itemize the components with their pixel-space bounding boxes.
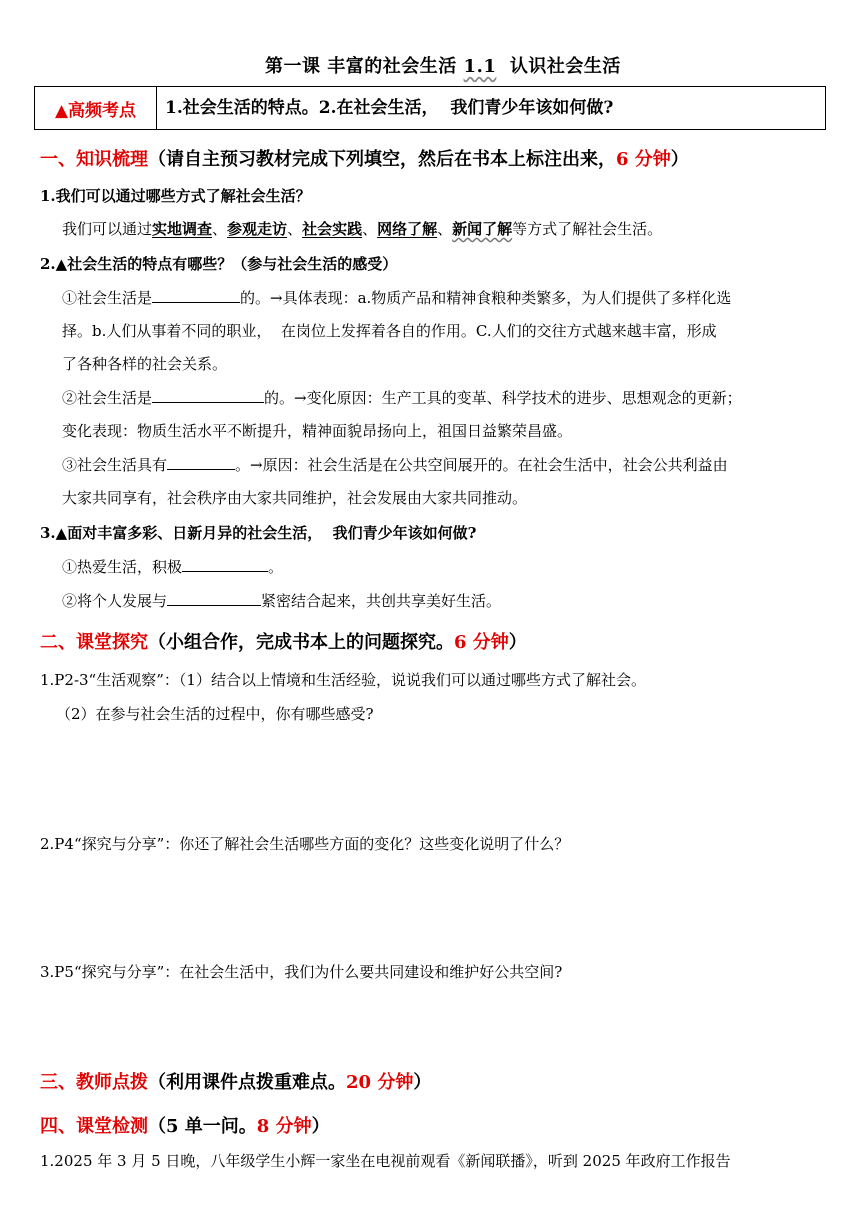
answer-1: 我们可以通过实地调查、参观走访、社会实践、网络了解、新闻了解等方式了解社会生活。 <box>62 220 663 238</box>
explore-1-sub: （2）在参与社会生活的过程中，你有哪些感受? <box>56 705 374 723</box>
explore-3: 3.P5“探究与分享”：在社会生活中，我们为什么要共同建设和维护好公共空间? <box>40 963 563 981</box>
key-points-label: ▲高频考点 <box>35 87 157 129</box>
q2-line-7: 大家共同享有，社会秩序由大家共同维护，社会发展由大家共同推动。 <box>62 489 528 507</box>
q2-line-2: 择。b.人们从事着不同的职业， 在岗位上发挥着各自的作用。C.人们的交往方式越来越丰富，形成 <box>62 322 717 340</box>
fill-blank[interactable] <box>167 591 261 606</box>
section-4-heading: 四、课堂检测（5 单一问。8 分钟） <box>40 1116 330 1137</box>
question-1: 1.我们可以通过哪些方式了解社会生活？ <box>40 187 311 205</box>
q2-line-3: 了各种各样的社会关系。 <box>62 355 228 373</box>
question-2: 2.▲社会生活的特点有哪些？（参与社会生活的感受） <box>40 255 398 273</box>
q2-line-6: ③社会生活具有 。→原因：社会生活是在公共空间展开的。在社会生活中，社会公共利益由 <box>62 456 728 474</box>
section-3-heading: 三、教师点拨（利用课件点拨重难点。20 分钟） <box>40 1072 432 1093</box>
explore-1: 1.P2-3“生活观察”：（1）结合以上情境和生活经验，说说我们可以通过哪些方式了解社会。 <box>40 671 646 689</box>
fill-blank[interactable] <box>182 557 268 572</box>
key-points-text: 1.社会生活的特点。2.在社会生活， 我们青少年该如何做? <box>165 98 614 118</box>
q3-line-2: ②将个人发展与 紧密结合起来，共创共享美好生活。 <box>62 592 502 610</box>
q3-line-1: ①热爱生活，积极 。 <box>62 558 284 576</box>
q2-line-1: ①社会生活是 的。→具体表现：a.物质产品和精神食粮种类繁多，为人们提供了多样化选 <box>62 289 732 307</box>
explore-2: 2.P4“探究与分享”：你还了解社会生活哪些方面的变化？这些变化说明了什么？ <box>40 835 570 853</box>
section-1-heading: 一、知识梳理（请自主预习教材完成下列填空，然后在书本上标注出来，6 分钟） <box>40 149 689 170</box>
page-title: 第一课 丰富的社会生活 1.1 认识社会生活 <box>265 56 621 77</box>
fill-blank[interactable] <box>152 288 240 303</box>
q2-line-5: 变化表现：物质生活水平不断提升，精神面貌昂扬向上，祖国日益繁荣昌盛。 <box>62 422 573 440</box>
key-points-box <box>34 86 826 130</box>
q2-line-4: ②社会生活是 的。→变化原因：生产工具的变革、科学技术的进步、思想观念的更新； <box>62 389 742 407</box>
section-2-heading: 二、课堂探究（小组合作，完成书本上的问题探究。6 分钟） <box>40 632 527 653</box>
test-question-1: 1.2025 年 3 月 5 日晚，八年级学生小辉一家坐在电视前观看《新闻联播》，听到 2025 年政府工作报告 <box>40 1152 731 1170</box>
question-3: 3.▲面对丰富多彩、日新月异的社会生活， 我们青少年该如何做? <box>40 524 477 542</box>
fill-blank[interactable] <box>167 455 235 470</box>
fill-blank[interactable] <box>152 388 264 403</box>
